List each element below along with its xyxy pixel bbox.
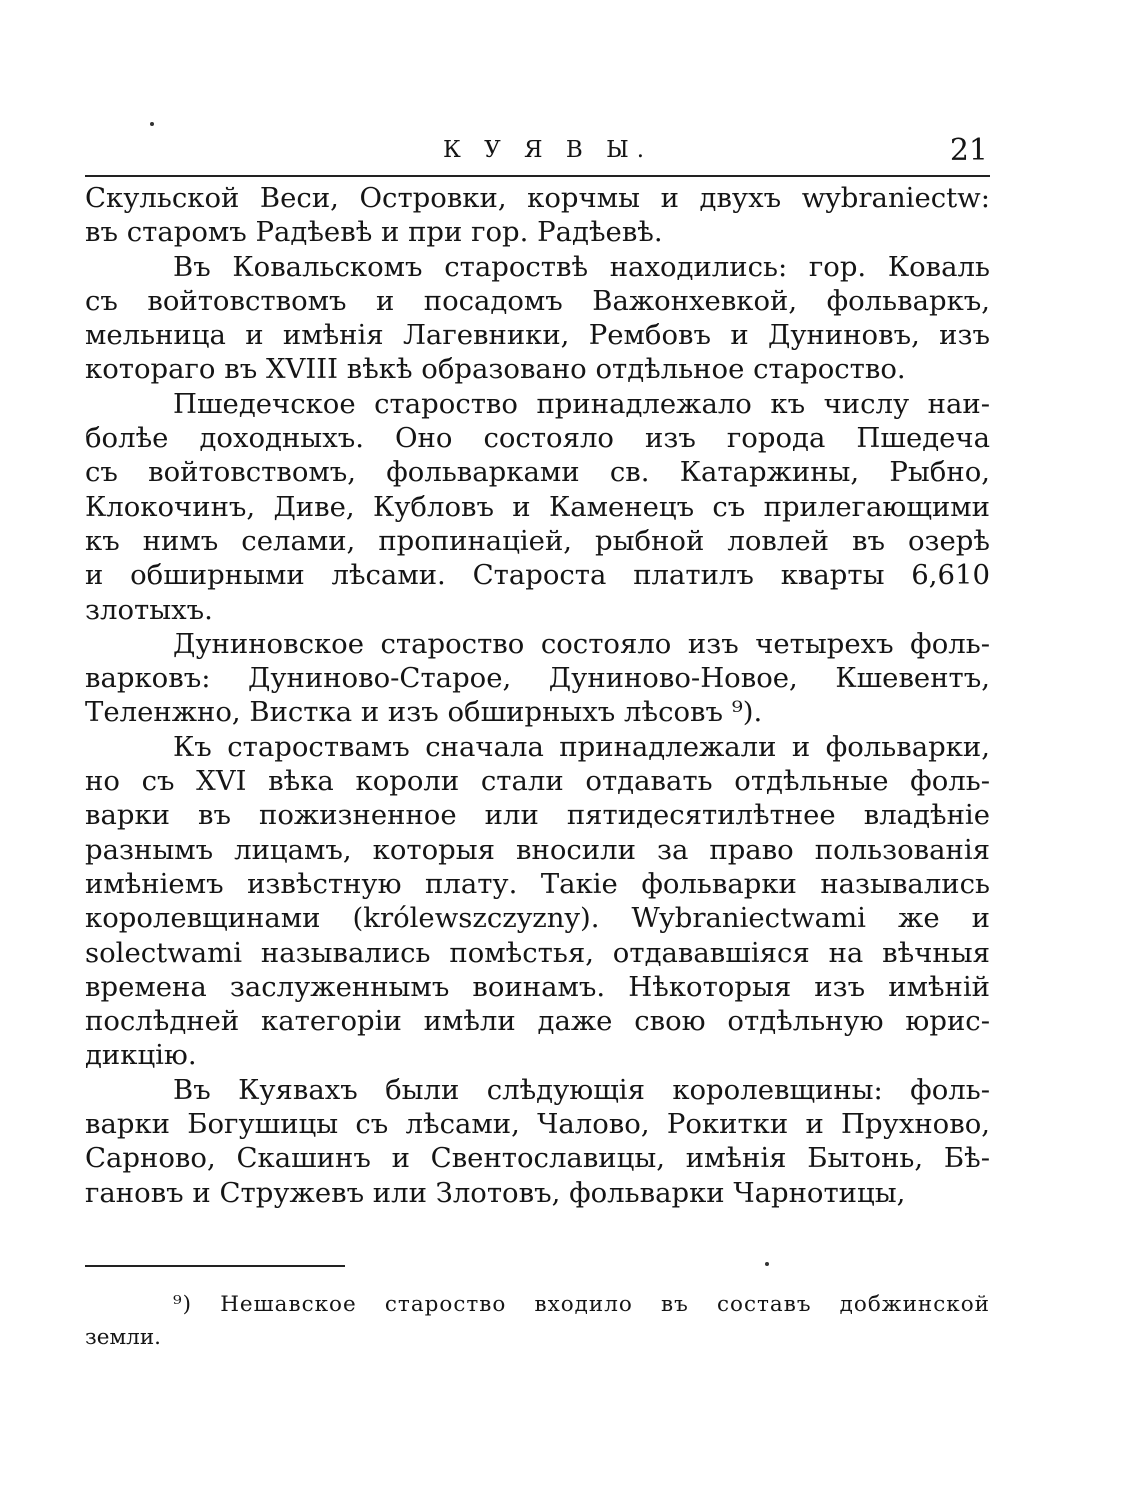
body-text: [85, 181, 990, 1210]
text-line: разнымъ лицамъ, которыя вносили за право пользованія: [85, 833, 990, 866]
text-line: времена заслуженнымъ воинамъ. Нѣкоторыя изъ имѣній: [85, 970, 990, 1003]
paragraph: [85, 250, 990, 387]
text-line: варки Богушицы съ лѣсами, Чалово, Рокитки и Пруxново,: [85, 1108, 990, 1141]
paragraph: [85, 387, 990, 627]
text-line: дикцію.: [85, 1039, 197, 1072]
running-title: К У Я В Ы.: [442, 137, 653, 163]
running-header: [85, 125, 990, 171]
text-line: Въ Ковальскомъ староствѣ находились: гор. Коваль: [173, 250, 990, 283]
page-number: 21: [949, 133, 988, 168]
paragraph: [85, 181, 990, 250]
text-line: Пшедечское староство принадлежало къ числу наи-: [173, 387, 990, 420]
text-line: въ старомъ Радѣевѣ и при гор. Радѣевѣ.: [85, 216, 663, 249]
text-line: Сарново, Скашинъ и Свентославицы, имѣнія Бытонь, Бѣ-: [85, 1142, 990, 1175]
text-line: болѣе доходныхъ. Оно состояло изъ города Пшедеча: [85, 422, 990, 455]
footnote: [85, 1288, 990, 1354]
text-line: Дуниновское староство состояло изъ четырехъ фоль-: [173, 627, 990, 660]
text-line: съ войтовствомъ и посадомъ Важонхевкой, фольваркъ,: [85, 284, 990, 317]
text-line: и обширными лѣсами. Староста платилъ кварты 6,610: [85, 559, 990, 592]
text-line: варки въ пожизненное или пятидесятилѣтнее владѣніе: [85, 799, 990, 832]
text-line: Теленжно, Вистка и изъ обширныхъ лѣсовъ ⁹).: [85, 696, 763, 729]
text-line: королевщинами (królewszczyzny). Wybraniectwami же и: [85, 902, 990, 935]
text-line: solectwami назывались помѣстья, отдававшіяся на вѣчныя: [85, 936, 990, 969]
print-speck: [150, 122, 154, 126]
text-line: Въ Куявахъ были слѣдующія королевщины: фоль-: [173, 1073, 990, 1106]
text-line: Скульской Веси, Островки, корчмы и двухъ wybraniectw:: [85, 182, 990, 214]
footnote-line: [85, 1288, 990, 1321]
text-line: варковъ: Дуниново-Старое, Дуниново-Новое, Кшевентъ,: [85, 662, 990, 695]
text-line: съ войтовствомъ, фольварками св. Катаржины, Рыбно,: [85, 456, 990, 489]
text-line: котораго въ XVIII вѣкѣ образовано отдѣльное староство.: [85, 353, 906, 386]
footnote-text: Нешавское староство входило въ составъ добжинской: [220, 1292, 990, 1317]
text-line: къ нимъ селами, пропинаціей, рыбной ловлей въ озерѣ: [85, 524, 990, 557]
header-rule: [85, 175, 990, 177]
paragraph: [85, 1073, 990, 1210]
text-line: но съ XVI вѣка короли стали отдавать отдѣльные фоль-: [85, 765, 990, 798]
paragraph: [85, 627, 990, 730]
text-line: Клокочинъ, Диве, Кубловъ и Каменецъ съ прилегающими: [85, 490, 990, 523]
text-line: мельница и имѣнія Лагевники, Рембовъ и Дуниновъ, изъ: [85, 319, 990, 352]
footnote-line: земли.: [85, 1325, 161, 1350]
paragraph: [85, 730, 990, 1073]
text-line: послѣдней категоріи имѣли даже свою отдѣльную юрис-: [85, 1005, 990, 1038]
text-line: злотыхъ.: [85, 593, 213, 626]
text-line: имѣніемъ извѣстную плату. Такіе фольварки назывались: [85, 867, 990, 900]
footnote-marker: ⁹): [173, 1292, 193, 1317]
text-line: Къ староствамъ сначала принадлежали и фольварки,: [173, 730, 990, 763]
footnote-rule: [85, 1265, 345, 1267]
page: [85, 125, 990, 1350]
print-speck: [765, 1262, 769, 1266]
text-line: гановъ и Стружевъ или Злотовъ, фольварки Чарнотицы,: [85, 1176, 906, 1209]
